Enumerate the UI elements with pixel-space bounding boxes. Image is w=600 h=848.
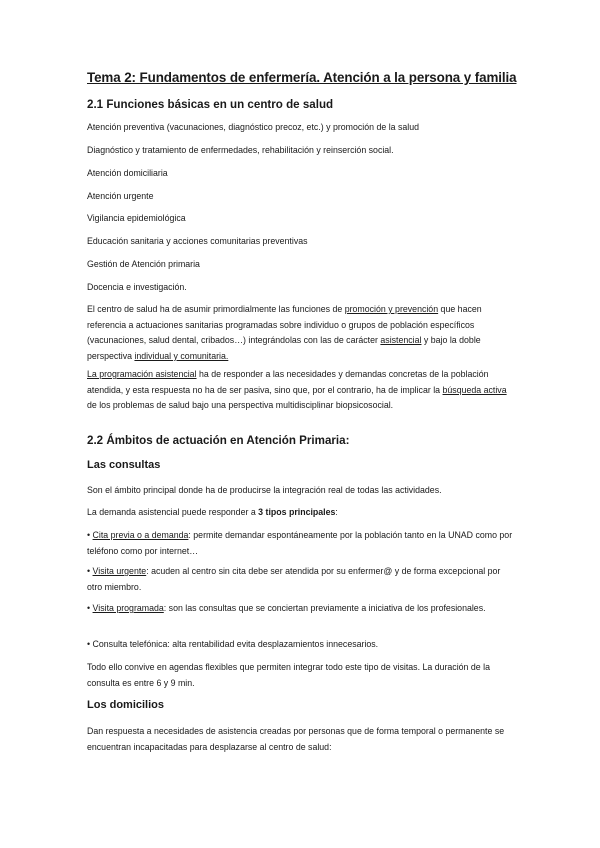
document-title: Tema 2: Fundamentos de enfermería. Atención a la persona y familia — [87, 70, 517, 85]
paragraph-programacion — [87, 367, 517, 414]
text-run: La demanda asistencial puede responder a — [87, 507, 259, 517]
bullet-visita-urgente — [87, 564, 517, 595]
function-item: Atención urgente — [87, 191, 154, 201]
text-run: que hacen referencia a actuaciones sanitarias programadas sobre individuo o grupos de población específicos (vacunaciones, salud dental, cribados…) integrándolas con las de carácter — [87, 304, 482, 346]
bullet-visita-programada — [87, 601, 517, 617]
bullet-consulta-telefonica — [87, 637, 517, 653]
bullet-icon: • — [87, 639, 91, 649]
bullet-cita-previa — [87, 528, 517, 559]
underlined-term: individual y comunitaria. — [134, 350, 229, 361]
underlined-term: búsqueda activa — [442, 384, 507, 395]
text-run: Consulta telefónica: alta rentabilidad evita desplazamientos innecesarios. — [92, 639, 379, 649]
text-run: : acuden al centro sin cita debe ser atendida por su enfermer@ y de forma excepcional por otro miembro. — [87, 566, 501, 592]
text-run: : permite demandar espontáneamente por la población tanto en la UNAD como por teléfono como por internet… — [87, 530, 513, 556]
domicilios-text: Dan respuesta a necesidades de asistencia creadas por personas que de forma temporal o permanente se encuentran incapacitadas para desplazarse al centro de salud: — [87, 726, 505, 752]
function-item: Educación sanitaria y acciones comunitarias preventivas — [87, 236, 308, 246]
bullet-icon: • — [87, 603, 91, 613]
function-item: Docencia e investigación. — [87, 282, 187, 292]
paragraph-promocion — [87, 302, 517, 364]
underlined-term: asistencial — [380, 335, 422, 346]
text-run: de los problemas de salud bajo una perspectiva multidisciplinar biopsicosocial. — [87, 400, 394, 411]
function-item: Atención preventiva (vacunaciones, diagnóstico precoz, etc.) y promoción de la salud — [87, 122, 420, 132]
function-item: Atención domiciliaria — [87, 168, 168, 178]
function-item: Gestión de Atención primaria — [87, 259, 200, 269]
text-run: : — [335, 507, 338, 517]
section-heading-2-1: 2.1 Funciones básicas en un centro de salud — [87, 98, 334, 111]
text-run: : son las consultas que se conciertan previamente a iniciativa de los profesionales. — [163, 603, 486, 613]
function-item: Diagnóstico y tratamiento de enfermedades, rehabilitación y reinserción social. — [87, 145, 394, 155]
bullet-icon: • — [87, 530, 91, 540]
subheading-domicilios: Los domicilios — [87, 699, 165, 711]
text-run: ha de responder a las necesidades y demandas concretas de la población atendida, y esta respuesta no ha de ser pasiva, sino que, por el contrario, ha de implicar la — [87, 369, 489, 395]
bullet-icon: • — [87, 566, 91, 576]
consultas-closing: Todo ello convive en agendas flexibles que permiten integrar todo este tipo de visitas. La duración de la consulta es entre 6 y 9 min. — [87, 662, 490, 688]
consultas-intro: Son el ámbito principal donde ha de producirse la integración real de todas las actividades. — [87, 485, 442, 495]
subheading-consultas: Las consultas — [87, 459, 161, 471]
underlined-term: La programación asistencial — [87, 369, 197, 379]
underlined-term: Visita urgente — [92, 566, 147, 576]
text-run: El centro de salud ha de asumir primordialmente las funciones de — [87, 304, 345, 314]
text-run: y bajo la doble perspectiva — [87, 335, 481, 361]
demanda-line — [87, 505, 517, 521]
underlined-term: Cita previa o a demanda — [92, 530, 189, 540]
underlined-term: Visita programada — [92, 603, 164, 613]
function-item: Vigilancia epidemiológica — [87, 213, 186, 223]
section-heading-2-2: 2.2 Ámbitos de actuación en Atención Primaria: — [87, 434, 350, 447]
bold-term: 3 tipos principales — [258, 507, 336, 517]
underlined-term: promoción y prevención — [344, 304, 439, 314]
